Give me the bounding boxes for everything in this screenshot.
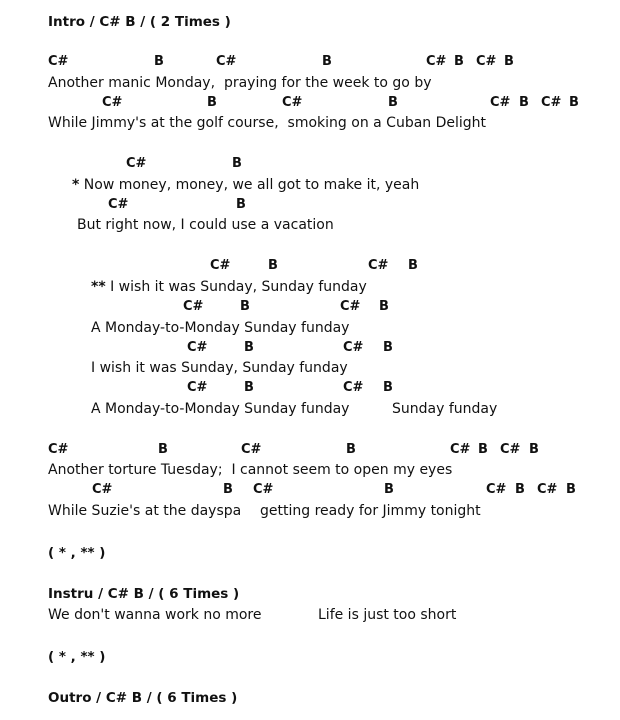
chorus-lyric-4a: A Monday-to-Monday Sunday funday bbox=[91, 401, 350, 417]
chord: C# bbox=[537, 482, 558, 497]
chord: B bbox=[158, 442, 168, 457]
chord: C# bbox=[426, 54, 447, 69]
chord: B bbox=[207, 95, 217, 110]
chord: B bbox=[408, 258, 418, 273]
verse1-lyric-1: Another manic Monday, praying for the week to go by bbox=[48, 75, 432, 91]
chord: B bbox=[384, 482, 394, 497]
chord: C# bbox=[490, 95, 511, 110]
chord: C# bbox=[343, 380, 364, 395]
prechorus-marker: * bbox=[72, 177, 80, 193]
chord: B bbox=[569, 95, 579, 110]
chorus-marker: ** bbox=[91, 279, 106, 295]
prechorus-lyric-2: But right now, I could use a vacation bbox=[77, 217, 334, 233]
chord: C# bbox=[500, 442, 521, 457]
chord: B bbox=[322, 54, 332, 69]
instru-lyric-a: We don't wanna work no more bbox=[48, 607, 262, 623]
chord: B bbox=[519, 95, 529, 110]
chord: B bbox=[383, 380, 393, 395]
chord: C# bbox=[216, 54, 237, 69]
outro-chords: / C# B / ( 6 Times ) bbox=[91, 690, 238, 706]
chorus-lyric-2: A Monday-to-Monday Sunday funday bbox=[91, 320, 350, 336]
chord: C# bbox=[108, 197, 129, 212]
chord: C# bbox=[476, 54, 497, 69]
chord: C# bbox=[102, 95, 123, 110]
verse2-lyric-2a: While Suzie's at the dayspa bbox=[48, 503, 242, 519]
chord: B bbox=[454, 54, 464, 69]
chorus-lyric-1: ** I wish it was Sunday, Sunday funday bbox=[91, 279, 367, 295]
verse1-lyric-2: While Jimmy's at the golf course, smoking on a Cuban Delight bbox=[48, 115, 487, 131]
chord: C# bbox=[368, 258, 389, 273]
verse2-lyric-2b: getting ready for Jimmy tonight bbox=[260, 503, 481, 519]
chord: B bbox=[268, 258, 278, 273]
chord: B bbox=[236, 197, 246, 212]
instru-lyric-b: Life is just too short bbox=[318, 607, 457, 623]
chord: C# bbox=[450, 442, 471, 457]
chord: B bbox=[154, 54, 164, 69]
instru-chords: / C# B / ( 6 Times ) bbox=[93, 586, 240, 602]
chord: C# bbox=[253, 482, 274, 497]
chord: B bbox=[244, 380, 254, 395]
chord: B bbox=[223, 482, 233, 497]
chord: B bbox=[232, 156, 242, 171]
chord: C# bbox=[48, 442, 69, 457]
chord: B bbox=[346, 442, 356, 457]
repeat-marker-1: ( * , ** ) bbox=[48, 545, 106, 561]
chord: C# bbox=[343, 340, 364, 355]
chord: B bbox=[383, 340, 393, 355]
verse2-lyric-1: Another torture Tuesday; I cannot seem to open my eyes bbox=[48, 462, 453, 478]
chord: C# bbox=[282, 95, 303, 110]
chord: C# bbox=[48, 54, 69, 69]
chord: C# bbox=[183, 299, 204, 314]
chord: B bbox=[504, 54, 514, 69]
prechorus-lyric-1: * Now money, money, we all got to make it, yeah bbox=[72, 177, 420, 193]
instru-label: Instru bbox=[48, 586, 94, 602]
chord: C# bbox=[340, 299, 361, 314]
repeat-marker-2: ( * , ** ) bbox=[48, 649, 106, 665]
chorus-lyric-3: I wish it was Sunday, Sunday funday bbox=[91, 360, 348, 376]
chorus-lyric-4b: Sunday funday bbox=[392, 401, 498, 417]
chord: B bbox=[478, 442, 488, 457]
intro-line bbox=[48, 14, 231, 30]
chord: B bbox=[515, 482, 525, 497]
chord: B bbox=[244, 340, 254, 355]
intro-chords: / C# B / ( 2 Times ) bbox=[85, 14, 231, 30]
instru-line bbox=[48, 586, 239, 602]
chord: B bbox=[379, 299, 389, 314]
chord: C# bbox=[486, 482, 507, 497]
chord: C# bbox=[187, 380, 208, 395]
chord: C# bbox=[92, 482, 113, 497]
chord: C# bbox=[210, 258, 231, 273]
intro-label: Intro bbox=[48, 14, 86, 30]
chord: C# bbox=[187, 340, 208, 355]
chord: B bbox=[240, 299, 250, 314]
chord: C# bbox=[241, 442, 262, 457]
outro-label: Outro bbox=[48, 690, 92, 706]
chord: B bbox=[388, 95, 398, 110]
chord: B bbox=[529, 442, 539, 457]
chord: C# bbox=[541, 95, 562, 110]
chord: B bbox=[566, 482, 576, 497]
chord: C# bbox=[126, 156, 147, 171]
outro-line bbox=[48, 690, 237, 706]
